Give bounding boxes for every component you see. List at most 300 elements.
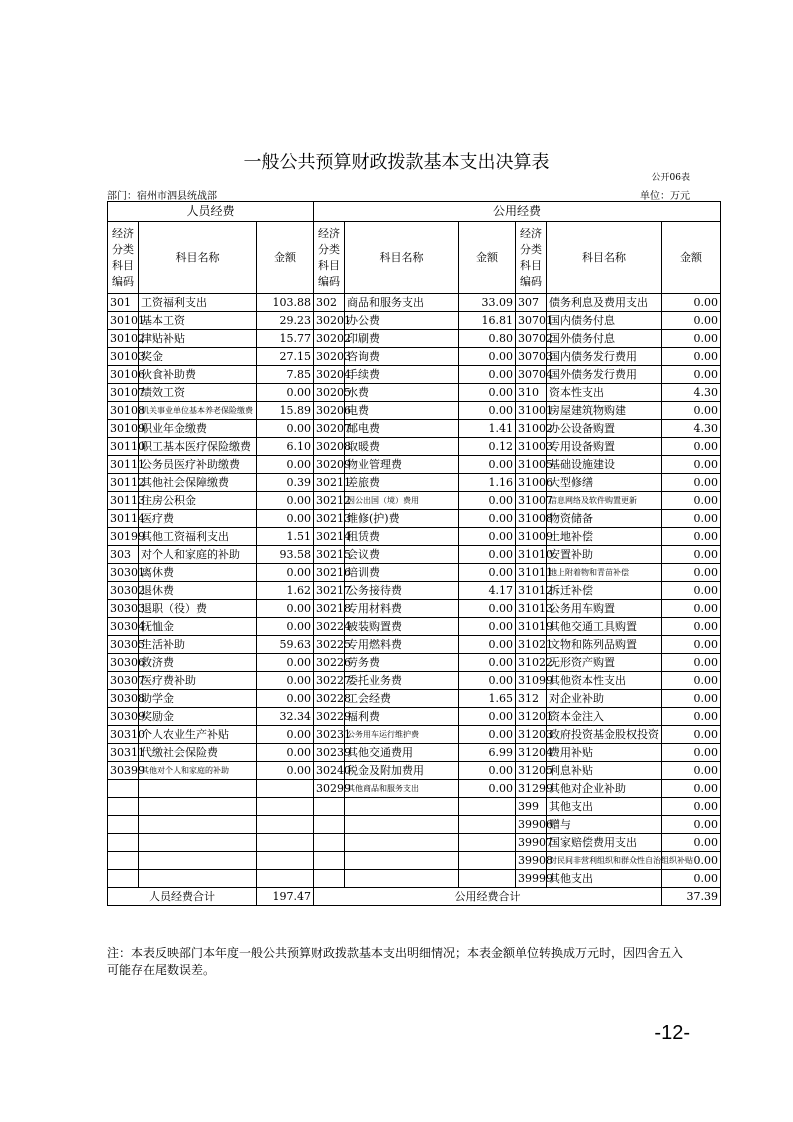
code-cell: 30399: [108, 762, 139, 780]
code-cell: 30202: [314, 330, 345, 348]
amount-cell: [257, 798, 314, 816]
amount-cell: [257, 834, 314, 852]
name-cell: 文物和陈列品购置: [547, 636, 662, 654]
code-cell: 30201: [314, 312, 345, 330]
amount-cell: 0.00: [459, 564, 516, 582]
amount-header: 金额: [257, 222, 314, 294]
amount-cell: 0.12: [459, 438, 516, 456]
table-row: [108, 798, 721, 816]
amount-cell: 0.00: [459, 510, 516, 528]
code-cell: 31203: [516, 726, 547, 744]
name-cell: 退休费: [139, 582, 257, 600]
amount-cell: 0.00: [662, 582, 721, 600]
table-row: [108, 366, 721, 384]
code-cell: 31099: [516, 672, 547, 690]
name-cell: 房屋建筑物购建: [547, 402, 662, 420]
code-cell: 30206: [314, 402, 345, 420]
code-cell: 30703: [516, 348, 547, 366]
table-row: [108, 294, 721, 312]
code-cell: 31001: [516, 402, 547, 420]
code-cell: [108, 852, 139, 870]
name-cell: 印刷费: [345, 330, 459, 348]
name-cell: 维修(护)费: [345, 510, 459, 528]
amount-cell: 0.00: [662, 294, 721, 312]
amount-cell: 16.81: [459, 312, 516, 330]
amount-cell: 0.00: [459, 636, 516, 654]
name-cell: 医疗费: [139, 510, 257, 528]
amount-cell: 0.00: [662, 708, 721, 726]
personnel-total-label: 人员经费合计: [108, 888, 257, 906]
table-row: [108, 474, 721, 492]
table-row: [108, 816, 721, 834]
amount-cell: 0.00: [459, 708, 516, 726]
table-row: [108, 762, 721, 780]
amount-cell: 0.00: [459, 726, 516, 744]
code-cell: 30226: [314, 654, 345, 672]
amount-cell: 0.00: [257, 510, 314, 528]
table-row: [108, 510, 721, 528]
code-cell: 30213: [314, 510, 345, 528]
code-cell: 30307: [108, 672, 139, 690]
name-cell: 其他交通工具购置: [547, 618, 662, 636]
code-cell: 30299: [314, 780, 345, 798]
name-cell: 其他对企业补助: [547, 780, 662, 798]
name-cell: [345, 834, 459, 852]
amount-cell: 0.00: [662, 438, 721, 456]
amount-cell: 0.00: [662, 636, 721, 654]
table-row: [108, 654, 721, 672]
name-cell: 公务用车运行维护费: [345, 726, 459, 744]
code-cell: 31019: [516, 618, 547, 636]
name-cell: 国内债务付息: [547, 312, 662, 330]
code-cell: [314, 870, 345, 888]
amount-cell: 0.00: [459, 672, 516, 690]
name-cell: 工资福利支出: [139, 294, 257, 312]
amount-cell: 0.00: [257, 726, 314, 744]
name-cell: 商品和服务支出: [345, 294, 459, 312]
page-number: -12-: [654, 1022, 690, 1044]
code-header: 经济分类科目编码: [108, 222, 139, 294]
amount-cell: 0.00: [459, 600, 516, 618]
amount-cell: 0.00: [662, 654, 721, 672]
name-cell: 其他工资福利支出: [139, 528, 257, 546]
amount-cell: 0.00: [662, 366, 721, 384]
name-cell: 培训费: [345, 564, 459, 582]
code-cell: 30225: [314, 636, 345, 654]
amount-cell: 0.00: [459, 366, 516, 384]
name-cell: 对企业补助: [547, 690, 662, 708]
code-cell: [314, 834, 345, 852]
table-row: [108, 870, 721, 888]
amount-cell: [459, 852, 516, 870]
unit-label: 单位：万元: [640, 191, 690, 202]
amount-cell: 0.00: [662, 528, 721, 546]
code-cell: 31005: [516, 456, 547, 474]
name-cell: 取暖费: [345, 438, 459, 456]
code-cell: 31201: [516, 708, 547, 726]
code-cell: 39999: [516, 870, 547, 888]
code-cell: 30211: [314, 474, 345, 492]
amount-cell: 33.09: [459, 294, 516, 312]
amount-cell: 0.00: [662, 330, 721, 348]
amount-cell: 0.00: [257, 564, 314, 582]
table-row: [108, 312, 721, 330]
name-cell: 利息补贴: [547, 762, 662, 780]
amount-cell: 6.10: [257, 438, 314, 456]
amount-cell: 1.51: [257, 528, 314, 546]
code-cell: 30239: [314, 744, 345, 762]
name-cell: 差旅费: [345, 474, 459, 492]
code-cell: 30301: [108, 564, 139, 582]
name-cell: 救济费: [139, 654, 257, 672]
name-cell: 个人农业生产补贴: [139, 726, 257, 744]
table-row: [108, 582, 721, 600]
code-cell: 31007: [516, 492, 547, 510]
code-cell: 399: [516, 798, 547, 816]
code-cell: 30199: [108, 528, 139, 546]
code-cell: 30209: [314, 456, 345, 474]
name-cell: 职业年金缴费: [139, 420, 257, 438]
code-cell: 303: [108, 546, 139, 564]
code-cell: 30205: [314, 384, 345, 402]
code-cell: 31003: [516, 438, 547, 456]
code-cell: 30217: [314, 582, 345, 600]
name-cell: 奖金: [139, 348, 257, 366]
code-cell: 39907: [516, 834, 547, 852]
code-cell: 30240: [314, 762, 345, 780]
code-cell: [314, 852, 345, 870]
amount-cell: 0.00: [459, 654, 516, 672]
name-cell: 其他商品和服务支出: [345, 780, 459, 798]
code-cell: 301: [108, 294, 139, 312]
name-cell: 伙食补助费: [139, 366, 257, 384]
name-cell: 租赁费: [345, 528, 459, 546]
public-total-label: 公用经费合计: [314, 888, 662, 906]
name-cell: [345, 816, 459, 834]
name-cell: 费用补贴: [547, 744, 662, 762]
amount-cell: 0.00: [459, 384, 516, 402]
amount-cell: 15.89: [257, 402, 314, 420]
code-cell: 30310: [108, 726, 139, 744]
name-cell: 土地补偿: [547, 528, 662, 546]
code-cell: [314, 816, 345, 834]
code-cell: 30112: [108, 474, 139, 492]
amount-cell: 0.00: [662, 546, 721, 564]
code-cell: 30106: [108, 366, 139, 384]
amount-cell: 0.39: [257, 474, 314, 492]
name-cell: 国外债务发行费用: [547, 366, 662, 384]
code-cell: 30224: [314, 618, 345, 636]
code-cell: 30109: [108, 420, 139, 438]
table-row: [108, 528, 721, 546]
page-title: 一般公共预算财政拨款基本支出决算表: [243, 152, 550, 173]
name-cell: 助学金: [139, 690, 257, 708]
name-cell: 国外债务付息: [547, 330, 662, 348]
code-cell: 31013: [516, 600, 547, 618]
name-cell: [139, 852, 257, 870]
name-cell: 专用燃料费: [345, 636, 459, 654]
amount-cell: 0.00: [459, 780, 516, 798]
amount-cell: 4.30: [662, 420, 721, 438]
name-cell: 其他资本性支出: [547, 672, 662, 690]
name-cell: 办公设备购置: [547, 420, 662, 438]
name-cell: 抚恤金: [139, 618, 257, 636]
name-cell: 国家赔偿费用支出: [547, 834, 662, 852]
name-cell: 专用材料费: [345, 600, 459, 618]
amount-cell: 0.00: [662, 474, 721, 492]
amount-cell: 0.00: [257, 690, 314, 708]
code-cell: 30214: [314, 528, 345, 546]
totals-row: [108, 888, 721, 906]
code-cell: 31002: [516, 420, 547, 438]
amount-cell: 6.99: [459, 744, 516, 762]
name-cell: 其他支出: [547, 870, 662, 888]
amount-cell: 0.00: [662, 510, 721, 528]
name-cell: 生活补助: [139, 636, 257, 654]
name-cell: 住房公积金: [139, 492, 257, 510]
name-cell: 会议费: [345, 546, 459, 564]
code-cell: 31011: [516, 564, 547, 582]
name-cell: 咨询费: [345, 348, 459, 366]
amount-cell: 0.00: [257, 492, 314, 510]
code-cell: 30108: [108, 402, 139, 420]
amount-cell: 1.65: [459, 690, 516, 708]
name-cell: 公务接待费: [345, 582, 459, 600]
table-row: [108, 636, 721, 654]
name-cell: 退职（役）费: [139, 600, 257, 618]
form-number: 公开06表: [651, 173, 690, 183]
name-cell: 国内债务发行费用: [547, 348, 662, 366]
amount-cell: 0.00: [662, 834, 721, 852]
amount-cell: 0.00: [662, 798, 721, 816]
amount-cell: 32.34: [257, 708, 314, 726]
table-row: [108, 330, 721, 348]
name-cell: 职工基本医疗保险缴费: [139, 438, 257, 456]
code-header: 经济分类科目编码: [314, 222, 345, 294]
name-cell: 津贴补贴: [139, 330, 257, 348]
name-cell: [139, 780, 257, 798]
amount-cell: 0.00: [257, 618, 314, 636]
code-cell: [108, 798, 139, 816]
amount-cell: 0.00: [662, 852, 721, 870]
amount-cell: 0.00: [459, 402, 516, 420]
table-row: [108, 420, 721, 438]
name-cell: 地上附着物和青苗补偿: [547, 564, 662, 582]
table-row: [108, 456, 721, 474]
name-cell: 其他交通费用: [345, 744, 459, 762]
amount-cell: 7.85: [257, 366, 314, 384]
code-cell: 30309: [108, 708, 139, 726]
name-header: 科目名称: [139, 222, 257, 294]
code-cell: 30701: [516, 312, 547, 330]
code-cell: 30103: [108, 348, 139, 366]
amount-cell: [257, 852, 314, 870]
amount-cell: [459, 816, 516, 834]
name-cell: 水费: [345, 384, 459, 402]
name-cell: 委托业务费: [345, 672, 459, 690]
code-cell: [108, 780, 139, 798]
amount-cell: 0.00: [662, 780, 721, 798]
code-cell: 312: [516, 690, 547, 708]
name-cell: 机关事业单位基本养老保险缴费: [139, 402, 257, 420]
code-cell: [314, 798, 345, 816]
code-cell: 30306: [108, 654, 139, 672]
name-cell: 因公出国（境）费用: [345, 492, 459, 510]
amount-cell: 0.00: [459, 348, 516, 366]
code-cell: 30304: [108, 618, 139, 636]
amount-cell: 29.23: [257, 312, 314, 330]
table-row: [108, 708, 721, 726]
name-cell: [345, 870, 459, 888]
code-cell: 30111: [108, 456, 139, 474]
amount-header: 金额: [662, 222, 721, 294]
code-cell: 30114: [108, 510, 139, 528]
name-cell: 电费: [345, 402, 459, 420]
code-cell: 31012: [516, 582, 547, 600]
amount-cell: 0.00: [257, 456, 314, 474]
code-cell: 30215: [314, 546, 345, 564]
code-cell: 307: [516, 294, 547, 312]
amount-cell: 59.63: [257, 636, 314, 654]
code-cell: 30302: [108, 582, 139, 600]
amount-cell: 0.00: [662, 690, 721, 708]
amount-header: 金额: [459, 222, 516, 294]
amount-cell: 0.00: [459, 618, 516, 636]
table-row: [108, 726, 721, 744]
amount-cell: 0.00: [257, 384, 314, 402]
personnel-total-amount: 197.47: [257, 888, 314, 906]
amount-cell: 0.00: [662, 672, 721, 690]
table-row: [108, 744, 721, 762]
code-cell: 30704: [516, 366, 547, 384]
code-cell: 310: [516, 384, 547, 402]
amount-cell: 0.00: [662, 564, 721, 582]
code-cell: 302: [314, 294, 345, 312]
code-cell: 30303: [108, 600, 139, 618]
table-row: [108, 402, 721, 420]
table-row: [108, 384, 721, 402]
name-cell: 资本性支出: [547, 384, 662, 402]
amount-cell: [459, 798, 516, 816]
name-cell: 安置补助: [547, 546, 662, 564]
public-total-amount: 37.39: [662, 888, 721, 906]
amount-cell: 0.00: [257, 600, 314, 618]
code-cell: 30218: [314, 600, 345, 618]
code-cell: [108, 834, 139, 852]
name-cell: 办公费: [345, 312, 459, 330]
code-cell: 30102: [108, 330, 139, 348]
amount-cell: 1.16: [459, 474, 516, 492]
amount-cell: 0.00: [662, 348, 721, 366]
amount-cell: 0.00: [662, 456, 721, 474]
name-cell: 手续费: [345, 366, 459, 384]
amount-cell: 0.00: [662, 870, 721, 888]
code-cell: 39908: [516, 852, 547, 870]
name-cell: 赠与: [547, 816, 662, 834]
amount-cell: [257, 780, 314, 798]
name-cell: [139, 798, 257, 816]
code-cell: 30208: [314, 438, 345, 456]
name-cell: 福利费: [345, 708, 459, 726]
code-cell: [108, 816, 139, 834]
name-cell: 其他社会保障缴费: [139, 474, 257, 492]
table-row: [108, 564, 721, 582]
code-cell: 30228: [314, 690, 345, 708]
code-cell: 30204: [314, 366, 345, 384]
name-cell: 奖励金: [139, 708, 257, 726]
code-cell: 31299: [516, 780, 547, 798]
amount-cell: [459, 834, 516, 852]
name-cell: 其他对个人和家庭的补助: [139, 762, 257, 780]
public-header: 公用经费: [314, 202, 721, 222]
expenditure-table: [107, 201, 721, 906]
name-cell: 信息网络及软件购置更新: [547, 492, 662, 510]
name-cell: 邮电费: [345, 420, 459, 438]
table-row: [108, 780, 721, 798]
amount-cell: 0.00: [459, 456, 516, 474]
amount-cell: 15.77: [257, 330, 314, 348]
amount-cell: 0.00: [459, 546, 516, 564]
code-cell: 30107: [108, 384, 139, 402]
name-cell: 拆迁补偿: [547, 582, 662, 600]
table-row: [108, 492, 721, 510]
name-cell: 公务员医疗补助缴费: [139, 456, 257, 474]
code-cell: 30101: [108, 312, 139, 330]
name-cell: 政府投资基金股权投资: [547, 726, 662, 744]
name-cell: 绩效工资: [139, 384, 257, 402]
name-cell: 债务利息及费用支出: [547, 294, 662, 312]
code-cell: 31205: [516, 762, 547, 780]
code-cell: 39906: [516, 816, 547, 834]
code-cell: 30231: [314, 726, 345, 744]
table-row: [108, 618, 721, 636]
table-row: [108, 834, 721, 852]
code-cell: 30311: [108, 744, 139, 762]
amount-cell: [257, 870, 314, 888]
name-cell: 其他支出: [547, 798, 662, 816]
code-cell: 31010: [516, 546, 547, 564]
code-cell: 30207: [314, 420, 345, 438]
name-cell: [139, 870, 257, 888]
amount-cell: 0.00: [257, 420, 314, 438]
amount-cell: 0.00: [662, 726, 721, 744]
amount-cell: 0.80: [459, 330, 516, 348]
code-cell: 30203: [314, 348, 345, 366]
code-cell: 31021: [516, 636, 547, 654]
amount-cell: 27.15: [257, 348, 314, 366]
name-cell: 资本金注入: [547, 708, 662, 726]
code-cell: 30227: [314, 672, 345, 690]
table-row: [108, 690, 721, 708]
amount-cell: 103.88: [257, 294, 314, 312]
table-row: [108, 852, 721, 870]
name-cell: 劳务费: [345, 654, 459, 672]
name-cell: 物资储备: [547, 510, 662, 528]
amount-cell: 0.00: [459, 762, 516, 780]
name-cell: 专用设备购置: [547, 438, 662, 456]
amount-cell: 0.00: [662, 744, 721, 762]
amount-cell: 0.00: [662, 402, 721, 420]
amount-cell: 1.41: [459, 420, 516, 438]
name-cell: 工会经费: [345, 690, 459, 708]
name-cell: 公务用车购置: [547, 600, 662, 618]
table-row: [108, 600, 721, 618]
name-cell: 离休费: [139, 564, 257, 582]
code-cell: 30113: [108, 492, 139, 510]
footnote: 注：本表反映部门本年度一般公共预算财政拨款基本支出明细情况；本表金额单位转换成万元时，因四舍五入可能存在尾数误差。: [107, 946, 684, 977]
department-label: 部门：宿州市泗县统战部: [107, 191, 217, 202]
amount-cell: 0.00: [257, 672, 314, 690]
